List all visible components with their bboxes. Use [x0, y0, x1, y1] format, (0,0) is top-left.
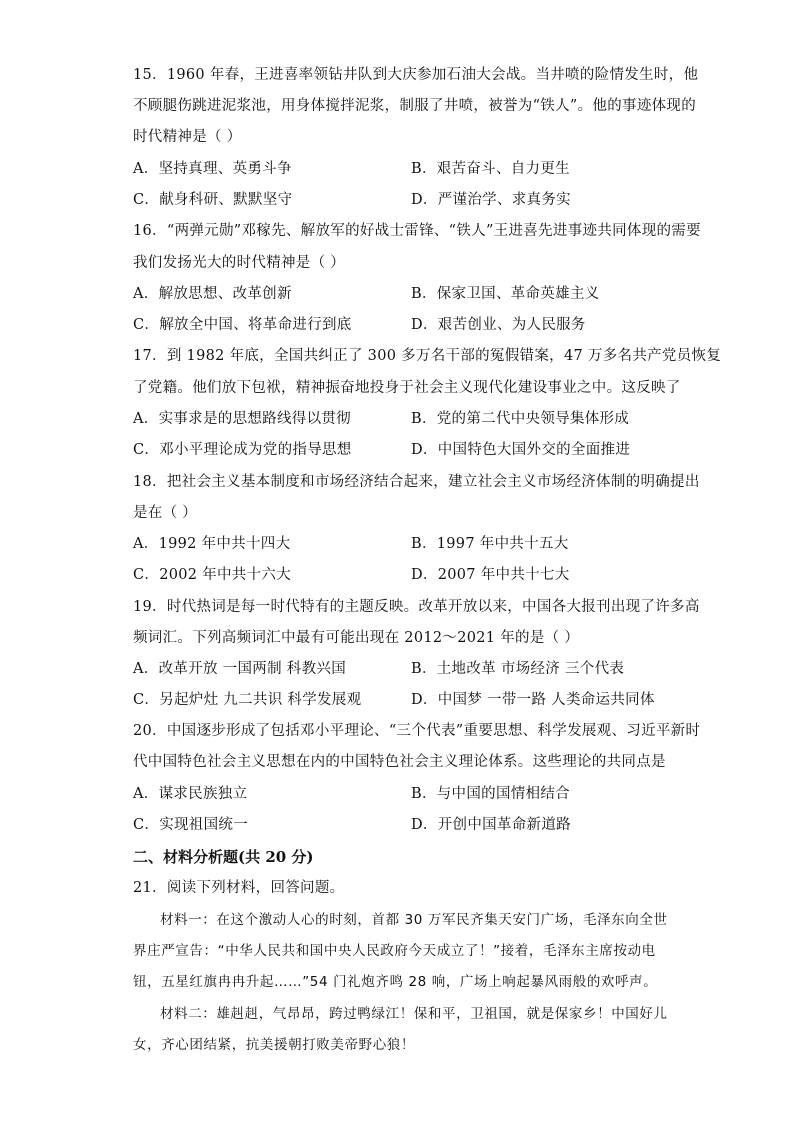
q15-option-d: D．严谨治学、求真务实 [411, 192, 571, 208]
q21-material2-line2: 女，齐心团结紧，抗美援朝打败美帝野心狼！ [133, 1037, 415, 1053]
q20-option-a: A．谋求民族独立 [133, 786, 248, 802]
q17-stem-line1: 17．到 1982 年底，全国共纠正了 300 多万名干部的冤假错案，47 万多名共产党员恢复 [133, 348, 722, 364]
q19-stem-line2: 频词汇。下列高频词汇中最有可能出现在 2012～2021 年的是（ ） [133, 630, 580, 646]
q18-stem-line1: 18．把社会主义基本制度和市场经济结合起来，建立社会主义市场经济体制的明确提出 [133, 474, 700, 490]
q15-stem-line1: 15．1960 年春，王进喜率领钻井队到大庆参加石油大会战。当井喷的险情发生时，他 [133, 67, 699, 83]
section-heading: 二、材料分析题(共 20 分) [133, 848, 314, 866]
q16-stem-line2: 我们发扬光大的时代精神是（ ） [133, 255, 346, 271]
q19-option-d: D．中国梦 一带一路 人类命运共同体 [411, 692, 655, 708]
q21-material1-line3: 钮，五星红旗冉冉升起……”54 门礼炮齐鸣 28 响，广场上响起暴风雨般的欢呼声。 [133, 974, 658, 990]
q16-option-b: B．保家卫国、革命英雄主义 [411, 286, 600, 302]
q21-intro: 21．阅读下列材料，回答问题。 [133, 880, 345, 896]
q15-option-c: C．献身科研、默默坚守 [133, 192, 293, 208]
q17-option-a: A．实事求是的思想路线得以贯彻 [133, 411, 351, 427]
q20-stem-line2: 代中国特色社会主义思想在内的中国特色社会主义理论体系。这些理论的共同点是 [133, 754, 666, 770]
q16-option-d: D．艰苦创业、为人民服务 [411, 317, 586, 333]
q18-option-b: B．1997 年中共十五大 [411, 536, 569, 552]
q17-option-b: B．党的第二代中央领导集体形成 [411, 411, 630, 427]
q16-stem-line1: 16．“两弹元勋”邓稼先、解放军的好战士雷锋、“铁人”王进喜先进事迹共同体现的需要 [133, 223, 701, 239]
q15-option-b: B．艰苦奋斗、自力更生 [411, 161, 570, 177]
q19-option-b: B．土地改革 市场经济 三个代表 [411, 661, 625, 677]
q20-stem-line1: 20．中国逐步形成了包括邓小平理论、“三个代表”重要思想、科学发展观、习近平新时 [133, 723, 701, 739]
q21-material2-line1: 材料二：雄赳赳，气昂昂，跨过鸭绿江！保和平，卫祖国，就是保家乡！中国好儿 [160, 1006, 668, 1022]
q17-stem-line2: 了党籍。他们放下包袱，精神振奋地投身于社会主义现代化建设事业之中。这反映了 [133, 380, 681, 396]
q19-option-c: C．另起炉灶 九二共识 科学发展观 [133, 692, 362, 708]
q20-option-b: B．与中国的国情相结合 [411, 786, 570, 802]
q18-option-a: A．1992 年中共十四大 [133, 536, 291, 552]
q19-stem-line1: 19．时代热词是每一时代特有的主题反映。改革开放以来，中国各大报刊出现了许多高 [133, 599, 700, 615]
q18-option-c: C．2002 年中共十六大 [133, 567, 292, 583]
q20-option-d: D．开创中国革命新道路 [411, 817, 571, 833]
q17-option-c: C．邓小平理论成为党的指导思想 [133, 442, 352, 458]
q18-stem-line2: 是在（ ） [133, 505, 198, 521]
q16-option-a: A．解放思想、改革创新 [133, 286, 292, 302]
q19-option-a: A．改革开放 一国两制 科教兴国 [133, 661, 346, 677]
q21-material1-line1: 材料一：在这个激动人心的时刻，首都 30 万军民齐集天安门广场，毛泽东向全世 [160, 912, 668, 928]
q17-option-d: D．中国特色大国外交的全面推进 [411, 442, 631, 458]
q16-option-c: C．解放全中国、将革命进行到底 [133, 317, 352, 333]
q20-option-c: C．实现祖国统一 [133, 817, 248, 833]
q15-stem-line3: 时代精神是（ ） [133, 129, 242, 145]
q15-stem-line2: 不顾腿伤跳进泥浆池，用身体搅拌泥浆，制服了井喷，被誉为“铁人”。他的事迹体现的 [133, 98, 697, 114]
q15-option-a: A．坚持真理、英勇斗争 [133, 161, 292, 177]
q18-option-d: D．2007 年中共十七大 [411, 567, 570, 583]
q21-material1-line2: 界庄严宣告：“中华人民共和国中央人民政府今天成立了！”接着，毛泽东主席按动电 [133, 943, 656, 959]
